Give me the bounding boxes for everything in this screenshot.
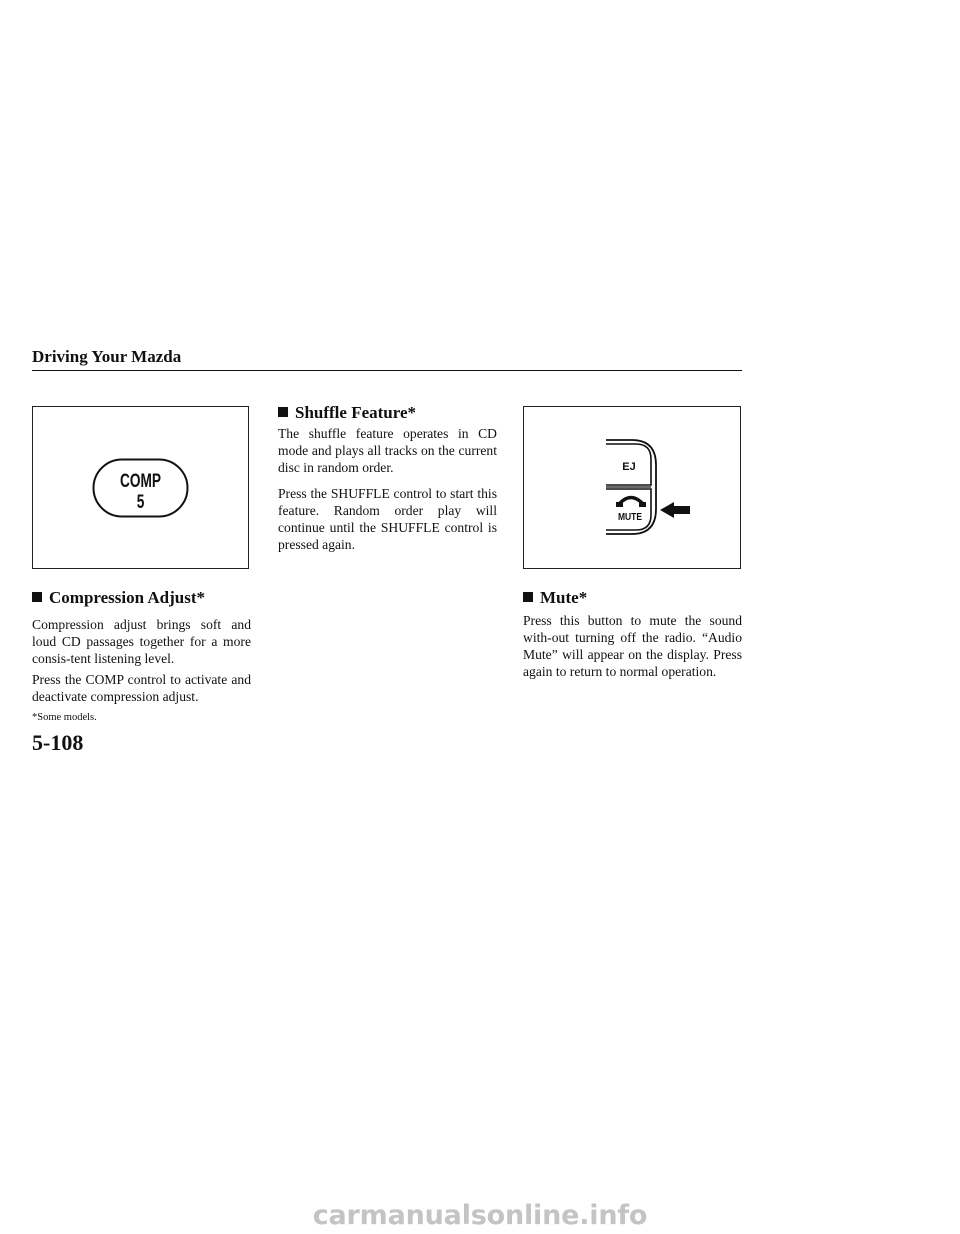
page-number: 5-108: [32, 730, 84, 755]
comp-button-label-line1: COMP: [119, 469, 162, 492]
shuffle-feature-paragraph-2: Press the SHUFFLE control to start this feature. Random order play will continue until the SHUFFLE control is pressed again.: [278, 486, 497, 552]
square-bullet-icon: [278, 407, 288, 417]
mute-paragraph: Press this button to mute the sound with-out turning off the radio. “Audio Mute” will appear on the display. Press again to return to normal operation.: [523, 613, 742, 679]
mute-button-outline: [606, 489, 651, 530]
comp-button-label-line2: 5: [136, 490, 145, 513]
eject-button-label: EJ: [622, 461, 636, 473]
shuffle-feature-heading: Shuffle Feature*: [278, 403, 416, 423]
watermark-text: carmanualsonline.info: [312, 1200, 648, 1231]
shuffle-feature-paragraph-1: The shuffle feature operates in CD mode and plays all tracks on the current disc in random order.: [278, 426, 497, 475]
mute-heading: Mute*: [523, 588, 587, 608]
pointer-arrow-icon: [660, 502, 690, 518]
square-bullet-icon: [32, 592, 42, 602]
compression-adjust-paragraph-2: Press the COMP control to activate and deactivate compression adjust.: [32, 672, 251, 704]
comp-button-illustration: [33, 407, 248, 568]
compression-adjust-heading: Compression Adjust*: [32, 588, 205, 608]
section-header-title: Driving Your Mazda: [32, 347, 182, 366]
compression-adjust-paragraph-1: Compression adjust brings soft and loud CD passages together for a more consis-tent listening level.: [32, 617, 251, 666]
comp-button-figure: [32, 406, 249, 569]
header-divider: [32, 370, 742, 371]
mute-button-figure: [523, 406, 741, 569]
footnote: *Some models.: [32, 712, 97, 723]
square-bullet-icon: [523, 592, 533, 602]
mute-button-label: MUTE: [617, 511, 643, 523]
mute-button-illustration: [524, 407, 740, 568]
